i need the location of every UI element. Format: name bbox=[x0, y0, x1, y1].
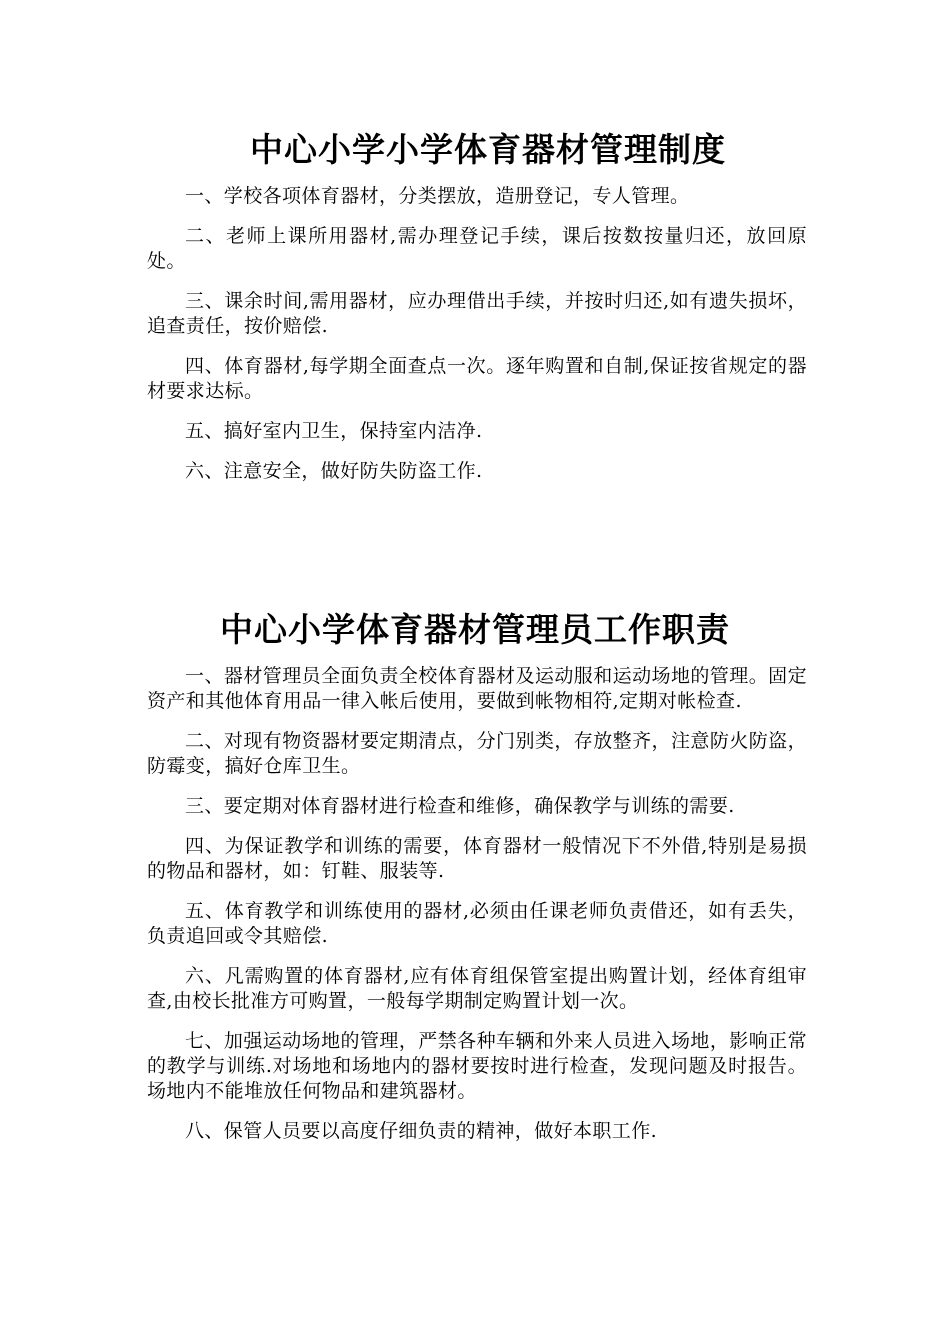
equipment-management-rules-section bbox=[147, 128, 807, 499]
paragraph: 一、器材管理员全面负责全校体育器材及运动服和运动场地的管理。固定资产和其他体育用品一律入帐后使用，要做到帐物相符,定期对帐检查. bbox=[147, 665, 807, 712]
equipment-manager-duties-section bbox=[147, 608, 807, 1159]
paragraph: 一、学校各项体育器材，分类摆放，造册登记，专人管理。 bbox=[185, 185, 690, 207]
paragraph: 四、体育器材,每学期全面查点一次。逐年购置和自制,保证按省规定的器材要求达标。 bbox=[147, 355, 807, 402]
paragraph: 三、课余时间,需用器材，应办理借出手续，并按时归还,如有遗失损坏，追查责任，按价赔偿. bbox=[147, 290, 807, 337]
paragraph: 七、加强运动场地的管理，严禁各种车辆和外来人员进入场地，影响正常的教学与训练.对场地和场地内的器材要按时进行检查，发现问题及时报告。场地内不能堆放任何物品和建筑器材。 bbox=[147, 1030, 807, 1102]
paragraph: 五、搞好室内卫生，保持室内洁净. bbox=[185, 420, 483, 442]
section-title: 中心小学体育器材管理员工作职责 bbox=[220, 610, 730, 649]
paragraph: 六、注意安全，做好防失防盗工作. bbox=[185, 460, 483, 482]
paragraph: 八、保管人员要以高度仔细负责的精神，做好本职工作. bbox=[185, 1120, 658, 1142]
paragraph: 六、凡需购置的体育器材,应有体育组保管室提出购置计划，经体育组审查,由校长批准方可购置，一般每学期制定购置计划一次。 bbox=[147, 965, 807, 1012]
paragraph: 二、对现有物资器材要定期清点，分门别类，存放整齐，注意防火防盗，防霉变，搞好仓库卫生。 bbox=[147, 730, 807, 777]
section-title: 中心小学小学体育器材管理制度 bbox=[250, 130, 726, 169]
paragraph: 五、体育教学和训练使用的器材,必须由任课老师负责借还，如有丢失，负责追回或令其赔偿. bbox=[147, 900, 807, 947]
paragraph-list bbox=[147, 664, 807, 1144]
paragraph: 四、为保证教学和训练的需要，体育器材一般情况下不外借,特别是易损的物品和器材，如：钉鞋、服装等. bbox=[147, 835, 807, 882]
paragraph-list bbox=[147, 184, 807, 484]
paragraph: 二、老师上课所用器材,需办理登记手续，课后按数按量归还，放回原处。 bbox=[147, 225, 807, 272]
paragraph: 三、要定期对体育器材进行检查和维修，确保教学与训练的需要. bbox=[185, 795, 735, 817]
